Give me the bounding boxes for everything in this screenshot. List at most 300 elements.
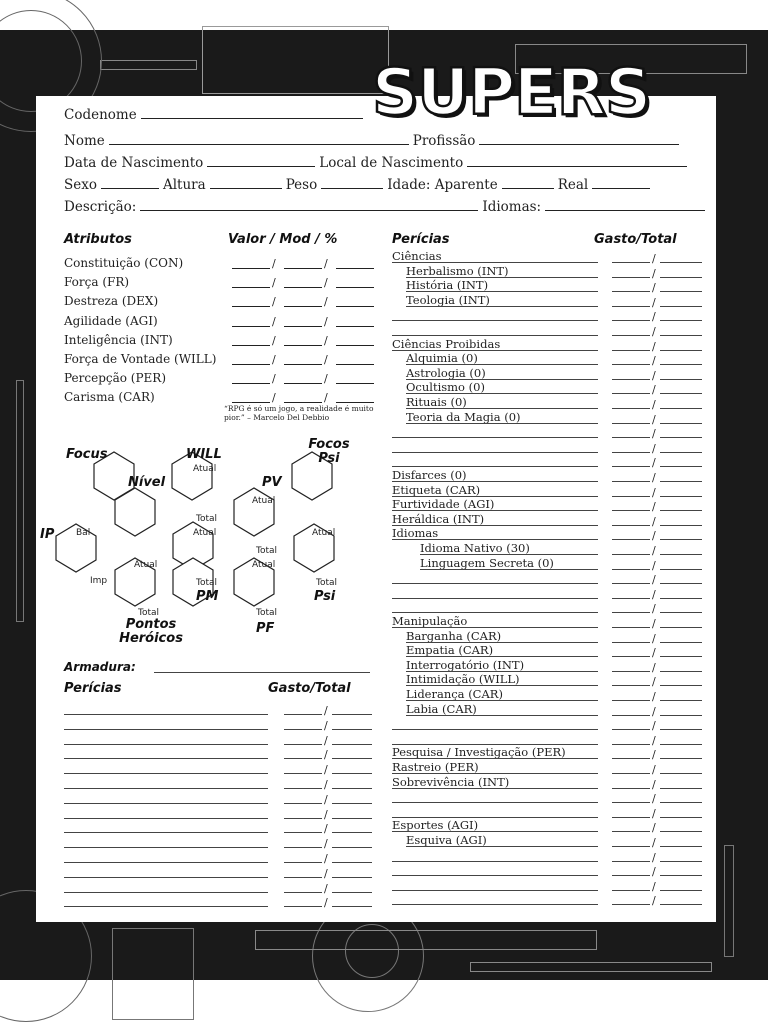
pericia-gasto-field[interactable] (284, 758, 322, 759)
pericia-total-field[interactable] (660, 554, 702, 555)
pericia-name-field[interactable] (64, 744, 268, 745)
attribute-mod-field[interactable] (284, 268, 322, 269)
slash-separator: / (652, 339, 656, 353)
pericia-gasto-field[interactable] (284, 729, 322, 730)
peso-label: Peso (285, 177, 318, 193)
pericia-name-field[interactable] (64, 758, 268, 759)
pericia-gasto-field[interactable] (612, 408, 650, 409)
pericia-gasto-field[interactable] (612, 758, 650, 759)
attribute-label: Força de Vontade (WILL) (64, 352, 217, 366)
pericia-total-field[interactable] (660, 452, 702, 453)
slash-separator: / (324, 333, 328, 347)
pericia-total-field[interactable] (660, 496, 702, 497)
pericia-total-field[interactable] (660, 642, 702, 643)
real-label: Real (557, 177, 589, 193)
pericia-name-field[interactable] (406, 423, 598, 424)
attribute-label: Carisma (CAR) (64, 390, 155, 405)
pericia-total-field[interactable] (660, 758, 702, 759)
pericia-gasto-field[interactable] (284, 892, 322, 893)
pericia-label: Labia (CAR) (406, 701, 477, 716)
pericia-total-field[interactable] (332, 906, 372, 907)
pm-atual-label: Atual (193, 528, 217, 538)
pericia-label: Alquimia (0) (406, 351, 478, 366)
attribute-mod-field[interactable] (284, 364, 322, 365)
pericia-total-field[interactable] (332, 832, 372, 833)
pericia-name-field[interactable] (392, 320, 598, 321)
left-pericias-title: Perícias (64, 681, 122, 696)
pericia-gasto-field[interactable] (612, 262, 650, 263)
slash-separator: / (652, 836, 656, 849)
pericia-name-field[interactable] (420, 569, 598, 570)
idiomas-label: Idiomas: (482, 199, 542, 215)
quote: “RPG é só um jogo, a realidade é muito pior.” – Marcelo Del Debbio (224, 404, 374, 422)
slash-separator: / (652, 602, 656, 616)
pericia-label: Etiqueta (CAR) (392, 482, 481, 497)
attribute-valor-field[interactable] (232, 364, 270, 365)
slash-separator: / (652, 368, 656, 382)
idade-field[interactable] (502, 176, 554, 189)
pericia-total-field[interactable] (660, 875, 702, 876)
slash-separator: / (652, 544, 656, 557)
slash-separator: / (652, 690, 656, 703)
pericia-gasto-field[interactable] (612, 277, 650, 278)
pericia-total-field[interactable] (332, 803, 372, 804)
pericia-name-field[interactable] (406, 846, 598, 847)
pericia-gasto-field[interactable] (612, 890, 650, 891)
pericia-total-field[interactable] (660, 335, 702, 336)
attribute-mod-field[interactable] (284, 287, 322, 288)
pericia-total-field[interactable] (660, 831, 702, 832)
pericia-gasto-field[interactable] (284, 744, 322, 745)
slash-separator: / (652, 500, 656, 514)
pericia-name-field[interactable] (64, 773, 268, 774)
pericia-gasto-field[interactable] (612, 423, 650, 424)
pericia-total-field[interactable] (660, 379, 702, 380)
pericia-name-field[interactable] (392, 861, 598, 862)
pericia-label: Esportes (AGI) (392, 818, 479, 833)
pericia-total-field[interactable] (660, 291, 702, 292)
armadura-label: Armadura: (64, 660, 136, 674)
pericia-gasto-field[interactable] (284, 847, 322, 848)
pericia-name-field[interactable] (64, 714, 268, 715)
pv-atual-label: Atual (252, 496, 276, 506)
left-pericias-columns: Gasto/Total (268, 681, 351, 696)
pericia-label: Manipulação (392, 614, 468, 628)
sexo-label: Sexo (64, 177, 97, 193)
pericia-total-field[interactable] (660, 583, 702, 584)
attribute-valor-field[interactable] (232, 383, 270, 384)
pm-total-label: Total (196, 578, 218, 588)
pericia-gasto-field[interactable] (612, 715, 650, 716)
attribute-label: Agilidade (AGI) (64, 313, 158, 328)
pericia-label: História (INT) (406, 278, 489, 293)
pericia-total-field[interactable] (660, 423, 702, 424)
focus-label: Focus (66, 447, 108, 462)
pericia-gasto-field[interactable] (284, 773, 322, 774)
pv-total-label: Total (256, 546, 278, 556)
slash-separator: / (324, 718, 328, 732)
slash-separator: / (652, 412, 656, 426)
pericia-total-field[interactable] (332, 758, 372, 759)
pericia-total-field[interactable] (660, 408, 702, 409)
pericia-gasto-field[interactable] (612, 802, 650, 803)
slash-separator: / (652, 281, 656, 295)
pericia-total-field[interactable] (660, 277, 702, 278)
pericia-total-field[interactable] (660, 466, 702, 467)
pericia-total-field[interactable] (660, 729, 702, 730)
pericia-gasto-field[interactable] (612, 569, 650, 570)
pericia-label: Barganha (CAR) (406, 628, 502, 643)
attribute-valor-field[interactable] (232, 326, 270, 327)
pericia-total-field[interactable] (660, 612, 702, 613)
pericia-name-field[interactable] (64, 803, 268, 804)
right-pericias-columns: Gasto/Total (594, 232, 677, 247)
slash-separator: / (272, 391, 276, 405)
slash-separator: / (652, 398, 656, 411)
pericia-name-field[interactable] (392, 437, 598, 438)
slash-separator: / (272, 257, 276, 270)
attribute-valor-field[interactable] (232, 345, 270, 346)
pericia-total-field[interactable] (660, 437, 702, 438)
will-total-label: Total (196, 514, 218, 524)
pericia-name-field[interactable] (64, 818, 268, 819)
pericia-total-field[interactable] (660, 262, 702, 263)
attribute-pct-field[interactable] (336, 268, 374, 269)
slash-separator: / (324, 807, 328, 821)
pericia-total-field[interactable] (332, 744, 372, 745)
pericia-gasto-field[interactable] (612, 612, 650, 613)
pericia-gasto-field[interactable] (612, 496, 650, 497)
pericia-total-field[interactable] (660, 627, 702, 628)
pericia-total-field[interactable] (660, 773, 702, 774)
decor-box (112, 928, 194, 1020)
nome-label: Nome (64, 133, 105, 149)
attribute-pct-field[interactable] (336, 306, 374, 307)
pericia-label: Astrologia (0) (406, 365, 486, 380)
pericia-gasto-field[interactable] (612, 685, 650, 686)
pericia-name-field[interactable] (64, 788, 268, 789)
attribute-mod-field[interactable] (284, 326, 322, 327)
attribute-mod-field[interactable] (284, 383, 322, 384)
pericia-name-field[interactable] (406, 306, 598, 307)
pericia-gasto-field[interactable] (284, 788, 322, 789)
pericia-total-field[interactable] (660, 846, 702, 847)
pericia-gasto-field[interactable] (612, 364, 650, 365)
pericia-gasto-field[interactable] (612, 452, 650, 453)
pericia-gasto-field[interactable] (612, 904, 650, 905)
local-nascimento-field[interactable] (467, 154, 687, 167)
pericia-gasto-field[interactable] (612, 335, 650, 336)
pericia-total-field[interactable] (660, 890, 702, 891)
attribute-label: Força (FR) (64, 275, 130, 290)
slash-separator: / (652, 252, 656, 265)
slash-separator: / (652, 514, 656, 528)
pericia-label: Interrogatório (INT) (406, 657, 525, 672)
pericia-gasto-field[interactable] (284, 818, 322, 819)
pericia-total-field[interactable] (660, 510, 702, 511)
atributos-title: Atributos (64, 232, 132, 247)
fisico-row (64, 176, 704, 193)
pericia-name-field[interactable] (64, 847, 268, 848)
slash-separator: / (272, 295, 276, 309)
pericia-gasto-field[interactable] (284, 714, 322, 715)
ph-atual-label: Atual (134, 560, 158, 570)
pericia-name-field[interactable] (64, 862, 268, 863)
pericia-total-field[interactable] (332, 892, 372, 893)
pericia-gasto-field[interactable] (612, 817, 650, 818)
peso-field[interactable] (321, 176, 383, 189)
slash-separator: / (272, 276, 276, 290)
slash-separator: / (652, 354, 656, 368)
pericia-name-field[interactable] (392, 875, 598, 876)
slash-separator: / (652, 748, 656, 762)
pericia-name-field[interactable] (392, 904, 598, 905)
attribute-pct-field[interactable] (336, 364, 374, 365)
pericia-gasto-field[interactable] (612, 525, 650, 526)
pericia-name-field[interactable] (392, 598, 598, 599)
pericia-label: Pesquisa / Investigação (PER) (392, 745, 566, 760)
pericia-label: Furtividade (AGI) (392, 497, 495, 512)
pericia-total-field[interactable] (660, 744, 702, 745)
pericia-label: Liderança (CAR) (406, 687, 503, 701)
pericia-total-field[interactable] (332, 714, 372, 715)
pericia-gasto-field[interactable] (612, 598, 650, 599)
pericia-name-field[interactable] (392, 729, 598, 730)
pericia-gasto-field[interactable] (612, 539, 650, 540)
pericia-gasto-field[interactable] (612, 788, 650, 789)
pericia-label: Rituais (0) (406, 395, 467, 409)
slash-separator: / (652, 573, 656, 587)
pericia-total-field[interactable] (660, 364, 702, 365)
psi-sub-label: Psi (318, 451, 340, 466)
pericia-gasto-field[interactable] (612, 481, 650, 482)
pf-atual-label: Atual (252, 560, 276, 570)
pericia-total-field[interactable] (660, 817, 702, 818)
pericia-total-field[interactable] (332, 729, 372, 730)
will-label: WILL (186, 447, 222, 462)
ip-imp-label: Imp (90, 576, 108, 586)
pericia-gasto-field[interactable] (284, 803, 322, 804)
pericia-gasto-field[interactable] (612, 291, 650, 292)
attribute-valor-field[interactable] (232, 306, 270, 307)
pericia-gasto-field[interactable] (612, 744, 650, 745)
pericia-gasto-field[interactable] (612, 393, 650, 394)
pericia-total-field[interactable] (332, 818, 372, 819)
pericia-gasto-field[interactable] (612, 583, 650, 584)
pericia-total-field[interactable] (660, 685, 702, 686)
attribute-valor-field[interactable] (232, 287, 270, 288)
slash-separator: / (324, 822, 328, 836)
nivel-label: Nível (128, 475, 166, 490)
idiomas-field[interactable] (545, 198, 705, 211)
decor-box (202, 26, 389, 94)
pericia-gasto-field[interactable] (284, 862, 322, 863)
pericia-label: Idioma Nativo (30) (420, 541, 530, 555)
pericia-label: Disfarces (0) (392, 468, 467, 482)
slash-separator: / (652, 587, 656, 601)
pericia-label: Idiomas (392, 526, 439, 541)
slash-separator: / (652, 777, 656, 791)
pf-label: PF (256, 621, 275, 636)
altura-field[interactable] (210, 176, 282, 189)
attribute-pct-field[interactable] (336, 383, 374, 384)
slash-separator: / (652, 383, 656, 397)
pericia-name-field[interactable] (392, 890, 598, 891)
nascimento-row (64, 154, 704, 171)
pericia-total-field[interactable] (660, 481, 702, 482)
slash-separator: / (324, 792, 328, 806)
pericia-total-field[interactable] (660, 350, 702, 351)
pericia-total-field[interactable] (660, 393, 702, 394)
attribute-pct-field[interactable] (336, 287, 374, 288)
pericia-total-field[interactable] (332, 877, 372, 878)
pericia-gasto-field[interactable] (612, 306, 650, 307)
pericia-total-field[interactable] (660, 306, 702, 307)
pericia-total-field[interactable] (660, 569, 702, 570)
pericia-total-field[interactable] (660, 700, 702, 701)
focos-label: Focos (308, 437, 350, 452)
slash-separator: / (324, 353, 328, 366)
pericia-gasto-field[interactable] (612, 773, 650, 774)
pericia-gasto-field[interactable] (612, 554, 650, 555)
attribute-mod-field[interactable] (284, 345, 322, 346)
profissao-field[interactable] (479, 132, 679, 145)
slash-separator: / (272, 372, 276, 386)
pericia-label: Intimidação (WILL) (406, 672, 520, 687)
codenome-field[interactable] (141, 106, 363, 119)
slash-separator: / (324, 748, 328, 762)
slash-separator: / (652, 471, 656, 484)
pericia-gasto-field[interactable] (612, 831, 650, 832)
slash-separator: / (652, 441, 656, 455)
psi-label: Psi (314, 589, 336, 604)
slash-separator: / (652, 266, 656, 280)
pericia-name-field[interactable] (406, 715, 598, 716)
slash-separator: / (652, 529, 656, 543)
descricao-label: Descrição: (64, 199, 137, 215)
sexo-field[interactable] (101, 176, 159, 189)
pericia-total-field[interactable] (660, 715, 702, 716)
slash-separator: / (652, 733, 656, 747)
slash-separator: / (652, 894, 656, 908)
slash-separator: / (652, 427, 656, 441)
descricao-field[interactable] (140, 198, 478, 211)
nome-field[interactable] (109, 132, 409, 145)
pericia-total-field[interactable] (660, 861, 702, 862)
pericia-name-field[interactable] (392, 452, 598, 453)
slash-separator: / (652, 719, 656, 733)
slash-separator: / (652, 879, 656, 893)
pericia-total-field[interactable] (660, 904, 702, 905)
pericia-name-field[interactable] (64, 877, 268, 878)
attribute-pct-field[interactable] (336, 345, 374, 346)
pericia-gasto-field[interactable] (284, 832, 322, 833)
slash-separator: / (272, 314, 276, 328)
pericia-label: Ciências (392, 249, 442, 263)
pericia-total-field[interactable] (660, 802, 702, 803)
pericia-name-field[interactable] (392, 788, 598, 789)
pericia-name-field[interactable] (64, 906, 268, 907)
slash-separator: / (652, 675, 656, 689)
data-nascimento-field[interactable] (207, 154, 315, 167)
pericia-gasto-field[interactable] (612, 320, 650, 321)
pericia-total-field[interactable] (332, 788, 372, 789)
nome-row (64, 132, 704, 149)
pericia-total-field[interactable] (660, 598, 702, 599)
pericia-total-field[interactable] (332, 862, 372, 863)
pericia-gasto-field[interactable] (612, 875, 650, 876)
pericia-gasto-field[interactable] (612, 350, 650, 351)
decor-box (724, 845, 734, 957)
pericia-gasto-field[interactable] (612, 846, 650, 847)
attribute-mod-field[interactable] (284, 306, 322, 307)
slash-separator: / (652, 792, 656, 806)
pericia-gasto-field[interactable] (284, 906, 322, 907)
pericia-total-field[interactable] (660, 320, 702, 321)
pericia-gasto-field[interactable] (612, 627, 650, 628)
pericia-total-field[interactable] (660, 525, 702, 526)
slash-separator: / (652, 558, 656, 572)
pericia-gasto-field[interactable] (612, 466, 650, 467)
pericia-name-field[interactable] (392, 802, 598, 803)
pericia-label: Linguagem Secreta (0) (420, 555, 554, 570)
pericia-total-field[interactable] (332, 847, 372, 848)
decor-box (255, 930, 597, 950)
psi-total-label: Total (316, 578, 338, 588)
decor-box (470, 962, 712, 972)
pericia-gasto-field[interactable] (612, 729, 650, 730)
pericia-gasto-field[interactable] (612, 642, 650, 643)
pericia-gasto-field[interactable] (612, 671, 650, 672)
pericia-label: Heráldica (INT) (392, 511, 485, 526)
attribute-valor-field[interactable] (232, 268, 270, 269)
pericia-gasto-field[interactable] (612, 437, 650, 438)
slash-separator: / (652, 617, 656, 630)
pericia-gasto-field[interactable] (612, 510, 650, 511)
pericia-name-field[interactable] (64, 729, 268, 730)
will-atual-label: Atual (193, 464, 217, 474)
pericia-gasto-field[interactable] (612, 379, 650, 380)
slash-separator: / (324, 837, 328, 851)
ip-bal-label: Bal (76, 528, 91, 538)
pericia-name-field[interactable] (392, 583, 598, 584)
attribute-pct-field[interactable] (336, 326, 374, 327)
slash-separator: / (652, 821, 656, 835)
pericia-total-field[interactable] (660, 539, 702, 540)
real-field[interactable] (592, 176, 650, 189)
pericia-name-field[interactable] (64, 832, 268, 833)
pericia-label: Ciências Proibidas (392, 336, 501, 351)
pericia-total-field[interactable] (332, 773, 372, 774)
character-sheet (36, 96, 716, 922)
slash-separator: / (652, 806, 656, 820)
pericia-gasto-field[interactable] (612, 700, 650, 701)
pericia-gasto-field[interactable] (284, 877, 322, 878)
pericia-gasto-field[interactable] (612, 861, 650, 862)
ph-total-label: Total (138, 608, 160, 618)
pericia-gasto-field[interactable] (612, 656, 650, 657)
armadura-field[interactable] (154, 672, 370, 673)
slash-separator: / (652, 295, 656, 309)
pericia-name-field[interactable] (64, 892, 268, 893)
attribute-label: Inteligência (INT) (64, 332, 173, 347)
slash-separator: / (652, 631, 656, 645)
pv-label: PV (262, 475, 282, 490)
attribute-label: Destreza (DEX) (64, 294, 159, 309)
pericia-total-field[interactable] (660, 788, 702, 789)
pericia-total-field[interactable] (660, 656, 702, 657)
pericia-total-field[interactable] (660, 671, 702, 672)
